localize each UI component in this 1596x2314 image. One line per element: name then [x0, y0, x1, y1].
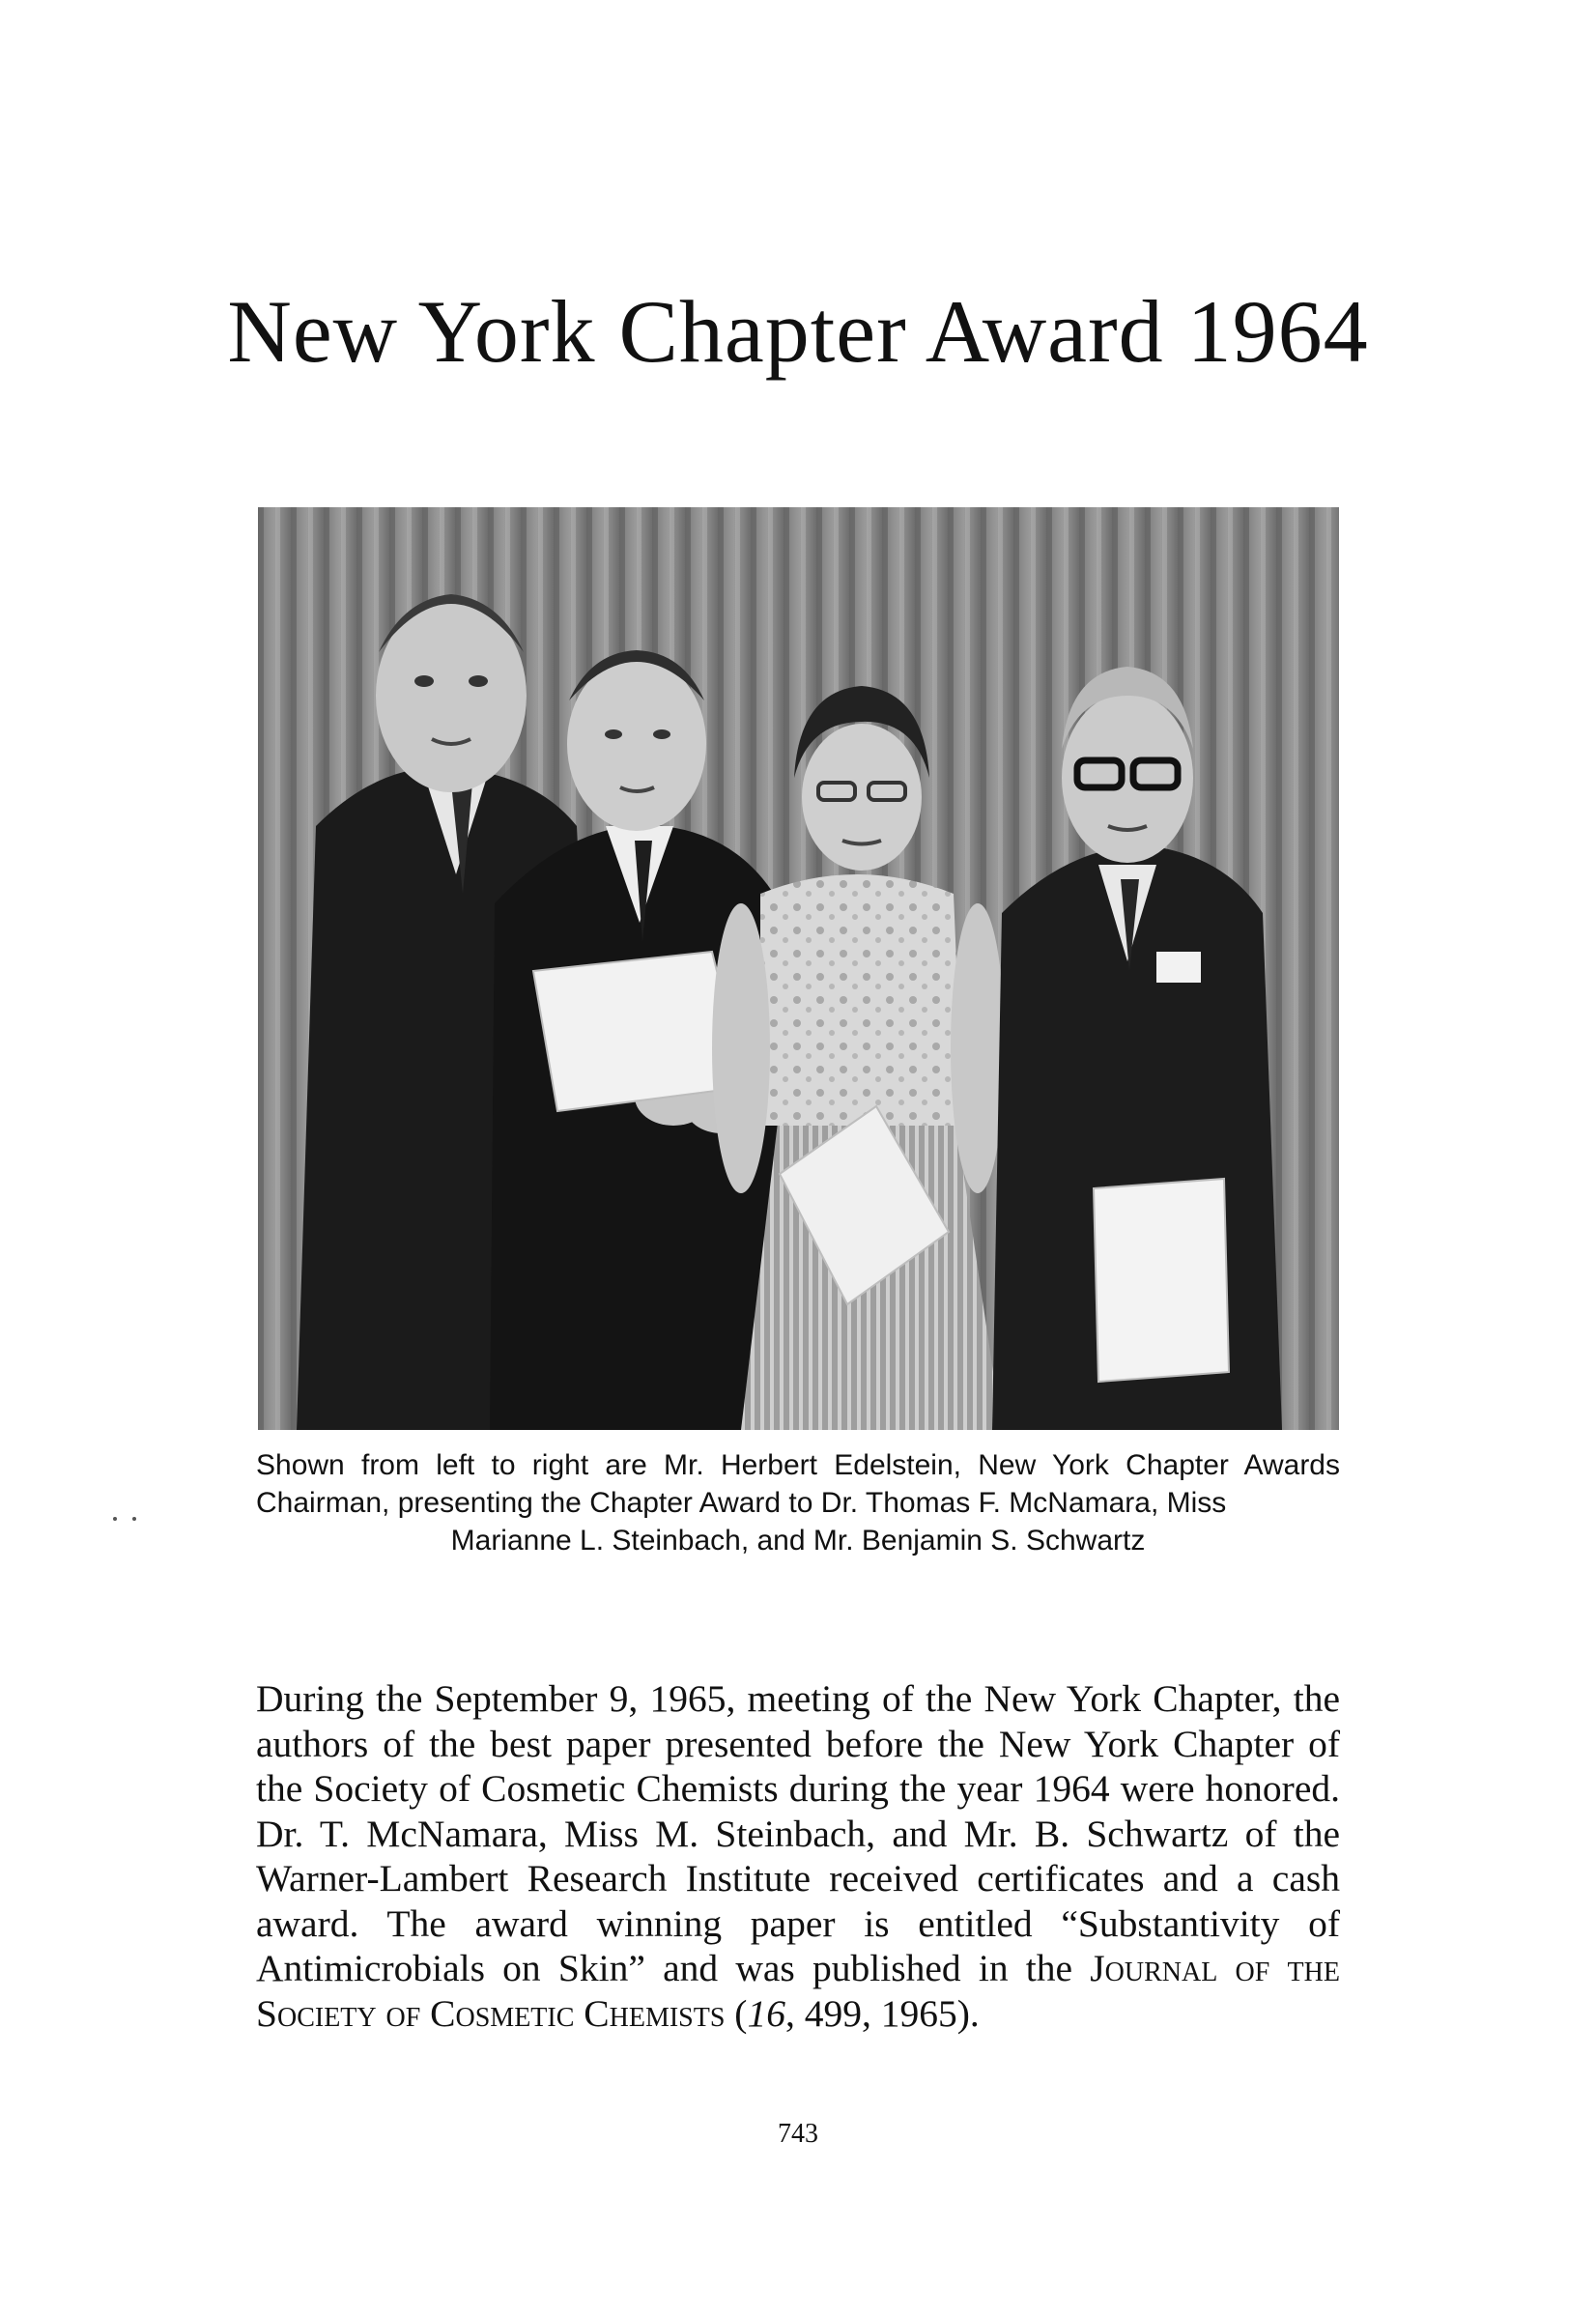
photo-caption — [256, 1446, 1340, 1559]
caption-line-2: Chairman, presenting the Chapter Award to Dr. Thomas F. McNamara, Miss — [256, 1487, 1227, 1519]
body-paragraph — [256, 1676, 1340, 2036]
scan-speck — [132, 1517, 136, 1521]
body-text-main: During the September 9, 1965, meeting of the New York Chapter, the authors of the best paper presented before the New York Chapter of the Society of Cosmetic Chemists during the year 1964 were honored. Dr. T. McNamara, Miss M. Steinbach, and Mr. B. Schwartz of the Warner-Lambert Research Institute received certificates and a cash award. The award winning paper is entitled “Substantivity of Antimicrobials on Skin” and was published in the — [256, 1677, 1340, 1989]
page-number: 743 — [778, 2119, 818, 2149]
caption-line-3: Marianne L. Steinbach, and Mr. Benjamin S. Schwartz — [450, 1525, 1146, 1557]
citation-volume: 16 — [747, 1991, 785, 2035]
page-title: New York Chapter Award 1964 — [227, 282, 1369, 381]
journal-name: Journal of the Society of Cosmetic Chemists — [256, 1947, 1340, 2035]
caption-line-1: Shown from left to right are Mr. Herbert Edelstein, New York Chapter Awards — [256, 1449, 1340, 1481]
scan-speck — [113, 1517, 117, 1521]
award-ceremony-photo — [258, 507, 1339, 1430]
citation-rest: , 499, 1965). — [784, 1991, 980, 2035]
citation-open: ( — [725, 1991, 748, 2035]
